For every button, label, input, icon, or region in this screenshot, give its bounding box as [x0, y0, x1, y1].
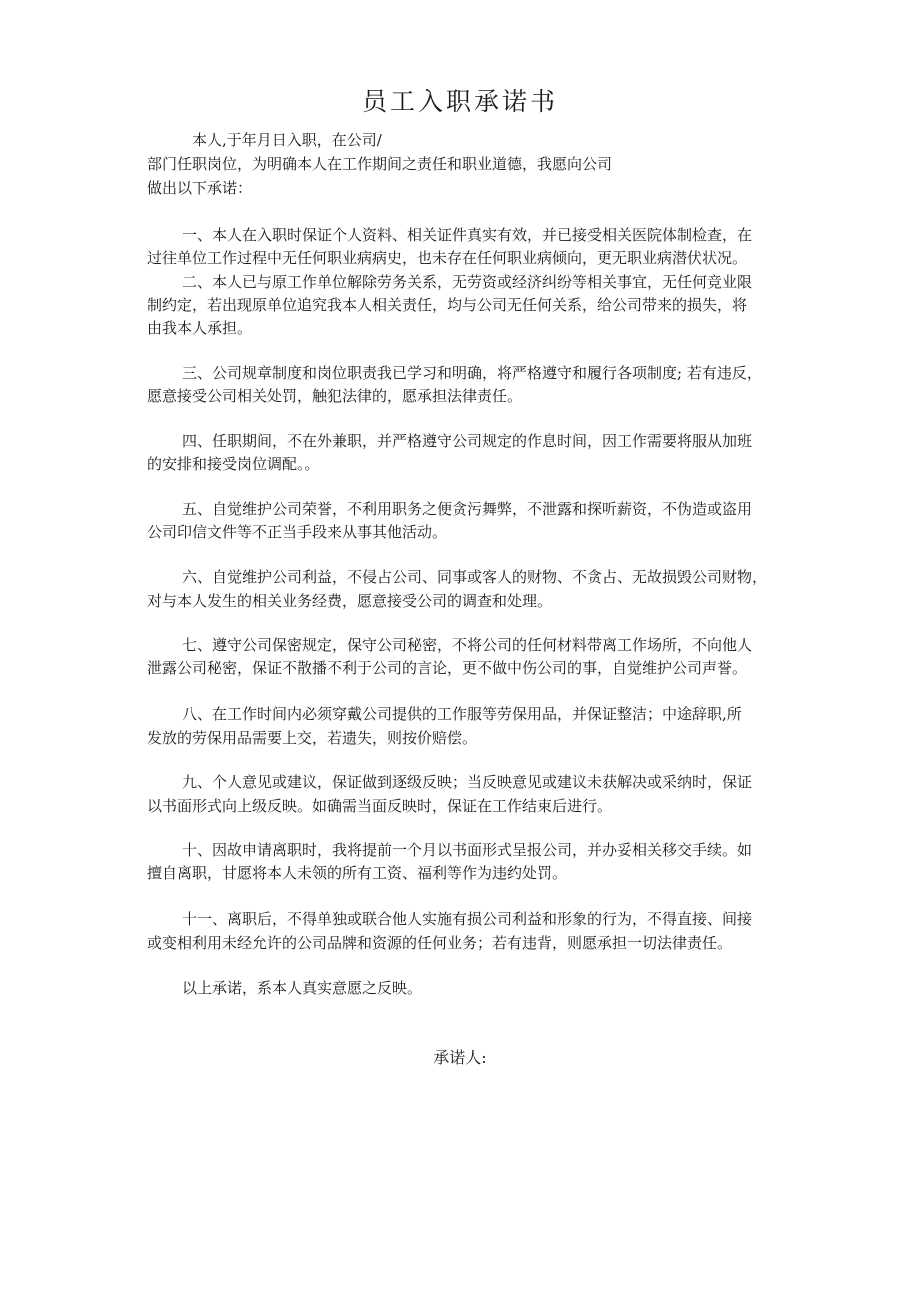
intro-line: 部门任职岗位，为明确本人在工作期间之责任和职业道德，我愿向公司 [147, 155, 613, 173]
clause-10-line: 擅自离职，甘愿将本人未领的所有工资、福利等作为违约处罚。 [147, 864, 568, 882]
clause-10-line: 十、因故申请离职时，我将提前一个月以书面形式呈报公司，并办妥相关移交手续。如 [182, 841, 753, 859]
clause-11-line: 十一、离职后，不得单独或联合他人实施有损公司利益和形象的行为，不得直接、间接 [182, 910, 753, 928]
clause-6-line: 六、自觉维护公司利益，不侵占公司、同事或客人的财物、不贪占、无故损毁公司财物， [182, 568, 768, 586]
clause-8-line: 八、在工作时间内必须穿戴公司提供的工作服等劳保用品，并保证整洁；中途辞职,所 [182, 705, 742, 723]
clause-2-line: 由我本人承担。 [147, 319, 253, 337]
clause-3-line: 三、公司规章制度和岗位职责我已学习和明确，将严格遵守和履行各项制度; 若有违反， [182, 364, 762, 382]
clause-9-line: 以书面形式向上级反映。如确需当面反映时，保证在工作结束后进行。 [147, 797, 613, 815]
clause-1-line: 过往单位工作过程中无任何职业病病史，也未存在任何职业病倾向，更无职业病潜伏状况。 [147, 249, 748, 267]
clause-3-line: 愿意接受公司相关处罚，触犯法律的，愿承担法律责任。 [147, 387, 523, 405]
clause-6-line: 对与本人发生的相关业务经费，愿意接受公司的调查和处理。 [147, 592, 553, 610]
clause-8-line: 发放的劳保用品需要上交，若遗失，则按价赔偿。 [147, 729, 478, 747]
clause-1-line: 一、本人在入职时保证个人资料、相关证件真实有效，并已接受相关医院体制检查，在 [182, 226, 753, 244]
signature-label: 承诺人: [433, 1048, 487, 1067]
clause-4-line: 四、任职期间，不在外兼职，并严格遵守公司规定的作息时间，因工作需要将服从加班 [182, 432, 753, 450]
intro-line: 本人,于年月日入职，在公司/ [192, 131, 382, 149]
closing-statement: 以上承诺，系本人真实意愿之反映。 [182, 979, 423, 997]
document-title: 员工入职承诺书 [361, 87, 558, 116]
clause-7-line: 泄露公司秘密，保证不散播不利于公司的言论，更不做中伤公司的事，自觉维护公司声誉。 [147, 659, 748, 677]
clause-9-line: 九、个人意见或建议，保证做到逐级反映；当反映意见或建议未获解决或采纳时，保证 [182, 773, 753, 791]
clause-2-line: 二、本人已与原工作单位解除劳务关系，无劳资或经济纠纷等相关事宜，无任何竞业限 [182, 273, 753, 291]
clause-2-line: 制约定，若出现原单位追究我本人相关责任，均与公司无任何关系，给公司带来的损失，将 [147, 296, 748, 314]
clause-11-line: 或变相利用未经允许的公司品牌和资源的任何业务；若有违背，则愿承担一切法律责任。 [147, 934, 733, 952]
clause-4-line: 的安排和接受岗位调配。。 [147, 455, 320, 473]
intro-line: 做出以下承诺： [147, 179, 253, 197]
clause-7-line: 七、遵守公司保密规定，保守公司秘密，不将公司的任何材料带离工作场所，不向他人 [182, 636, 753, 654]
clause-5-line: 五、自觉维护公司荣誉，不利用职务之便贪污舞弊，不泄露和探听薪资，不伪造或盗用 [182, 500, 753, 518]
clause-5-line: 公司印信文件等不正当手段来从事其他活动。 [147, 523, 448, 541]
